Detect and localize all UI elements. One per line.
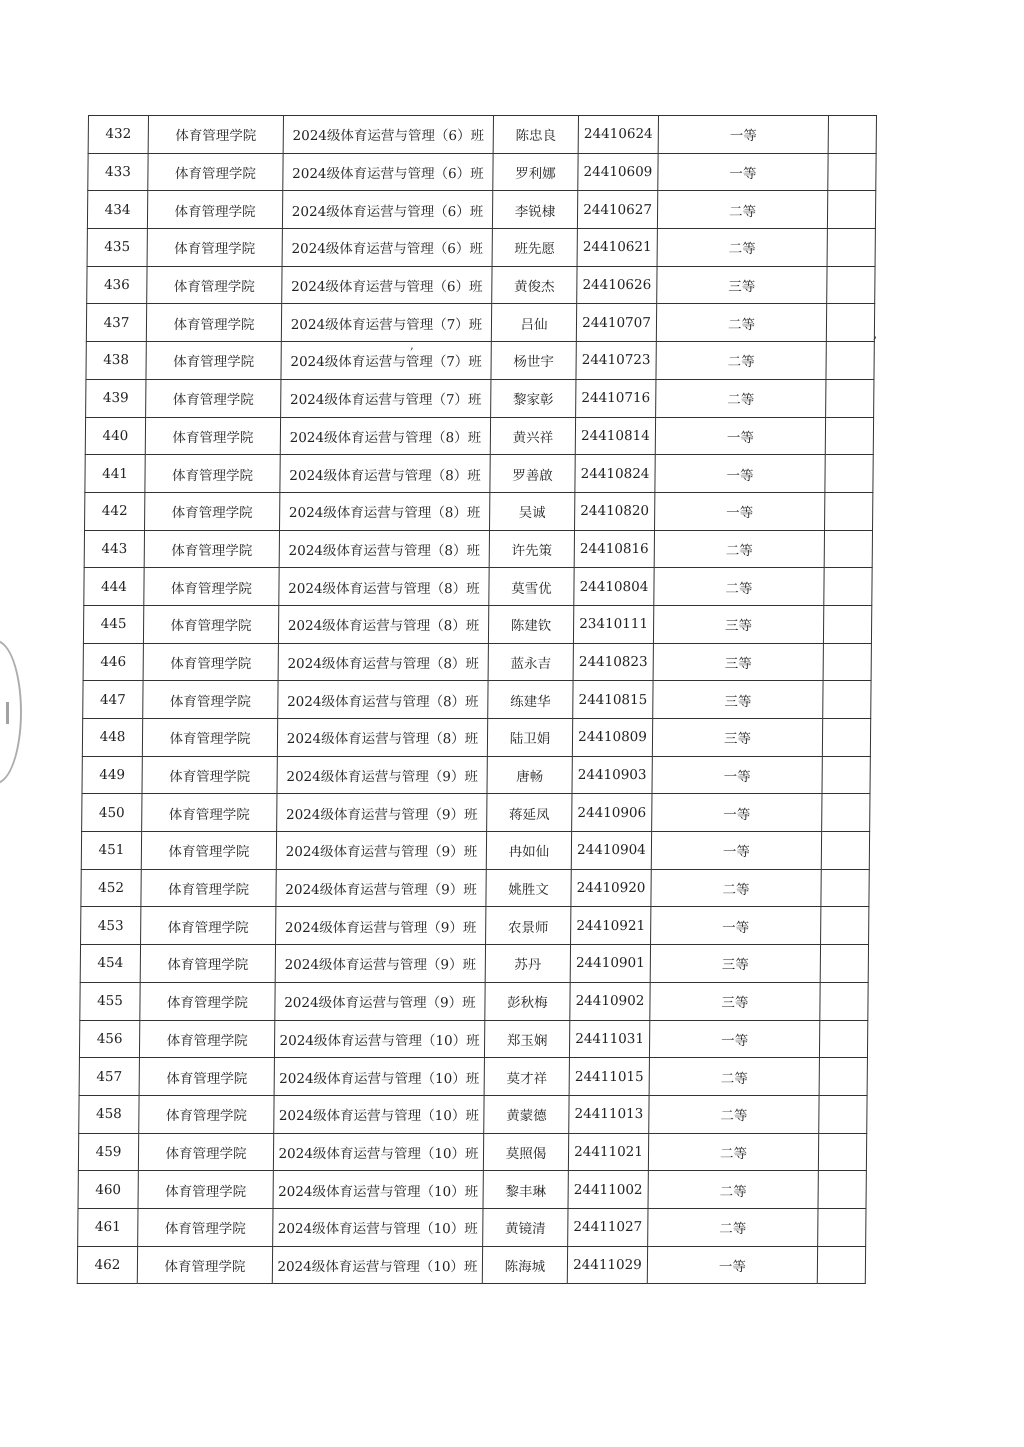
student-id: 24410621 <box>577 229 657 267</box>
award-level: 二等 <box>657 191 827 229</box>
award-level: 三等 <box>657 266 827 304</box>
row-number: 443 <box>84 530 144 568</box>
student-id: 24410814 <box>575 417 655 455</box>
student-id: 24410609 <box>578 153 658 191</box>
student-name: 彭秋梅 <box>485 982 570 1020</box>
remarks-cell <box>827 191 875 229</box>
college-cell: 体育管理学院 <box>139 1095 274 1133</box>
remarks-cell <box>818 1133 866 1171</box>
college-cell: 体育管理学院 <box>142 719 277 757</box>
row-number: 447 <box>83 681 143 719</box>
college-cell: 体育管理学院 <box>140 945 275 983</box>
award-level: 三等 <box>653 643 823 681</box>
row-number: 439 <box>86 379 146 417</box>
class-cell: 2024级体育运营与管理（8）班 <box>277 719 487 757</box>
student-name: 吴诚 <box>490 492 575 530</box>
remarks-cell <box>819 1058 867 1096</box>
student-id: 24410624 <box>578 116 658 154</box>
award-level: 一等 <box>652 756 822 794</box>
remarks-cell <box>823 605 871 643</box>
row-number: 441 <box>85 455 145 493</box>
award-level: 三等 <box>652 719 822 757</box>
row-number: 449 <box>82 756 142 794</box>
class-cell: 2024级体育运营与管理（10）班 <box>273 1208 483 1246</box>
remarks-cell <box>818 1208 866 1246</box>
college-cell: 体育管理学院 <box>141 907 276 945</box>
table-row <box>87 266 875 304</box>
class-cell: 2024级体育运营与管理（7）班 <box>281 304 491 342</box>
class-cell: 2024级体育运营与管理（9）班 <box>275 945 485 983</box>
student-name: 莫雪优 <box>489 568 574 606</box>
award-level: 一等 <box>658 116 828 154</box>
remarks-cell <box>817 1246 865 1284</box>
award-level: 二等 <box>648 1133 818 1171</box>
table-row <box>87 229 875 267</box>
remarks-cell <box>821 907 869 945</box>
table-row <box>86 304 874 342</box>
table-row <box>83 605 871 643</box>
college-cell: 体育管理学院 <box>148 116 283 154</box>
award-level: 一等 <box>647 1246 817 1284</box>
class-cell: 2024级体育运营与管理（10）班 <box>274 1058 484 1096</box>
student-name: 黄蒙德 <box>484 1095 569 1133</box>
student-id: 24410906 <box>572 794 652 832</box>
remarks-cell <box>826 379 874 417</box>
class-cell: 2024级体育运营与管理（9）班 <box>275 982 485 1020</box>
college-cell: 体育管理学院 <box>144 568 279 606</box>
row-number: 455 <box>80 982 140 1020</box>
table-row <box>83 643 871 681</box>
student-id: 24410723 <box>576 342 656 380</box>
class-cell: 2024级体育运营与管理（6）班 <box>283 116 493 154</box>
row-number: 448 <box>82 719 142 757</box>
table-row <box>79 1095 867 1133</box>
student-name: 黄俊杰 <box>492 266 577 304</box>
college-cell: 体育管理学院 <box>147 191 282 229</box>
remarks-cell <box>822 719 870 757</box>
student-id: 24410824 <box>575 455 655 493</box>
remarks-cell <box>823 681 871 719</box>
class-cell: 2024级体育运营与管理（10）班 <box>273 1171 483 1209</box>
table-row <box>77 1246 865 1284</box>
row-number: 456 <box>79 1020 139 1058</box>
college-cell: 体育管理学院 <box>148 153 283 191</box>
table-row <box>81 869 869 907</box>
award-level: 三等 <box>650 982 820 1020</box>
award-level: 一等 <box>652 794 822 832</box>
class-cell: 2024级体育运营与管理（9）班 <box>276 869 486 907</box>
college-cell: 体育管理学院 <box>141 832 276 870</box>
class-cell: 2024级体育运营与管理（8）班 <box>280 455 490 493</box>
remarks-cell <box>825 455 873 493</box>
remarks-cell <box>827 266 875 304</box>
row-number: 452 <box>81 869 141 907</box>
award-level: 二等 <box>656 379 826 417</box>
student-name: 蓝永吉 <box>488 643 573 681</box>
award-level: 二等 <box>654 568 824 606</box>
remarks-cell <box>824 568 872 606</box>
remarks-cell <box>828 116 876 154</box>
remarks-cell <box>824 530 872 568</box>
student-id: 24411021 <box>568 1133 648 1171</box>
student-name: 蒋延凤 <box>487 794 572 832</box>
row-number: 435 <box>87 229 147 267</box>
row-number: 432 <box>88 116 148 154</box>
student-id: 24410815 <box>573 681 653 719</box>
student-name: 陈建钦 <box>488 605 573 643</box>
remarks-cell <box>822 756 870 794</box>
row-number: 446 <box>83 643 143 681</box>
award-level: 三等 <box>650 945 820 983</box>
remarks-cell <box>818 1171 866 1209</box>
table-row <box>82 756 870 794</box>
student-name: 姚胜文 <box>486 869 571 907</box>
college-cell: 体育管理学院 <box>142 794 277 832</box>
award-level: 三等 <box>653 681 823 719</box>
student-id: 24410904 <box>571 832 651 870</box>
college-cell: 体育管理学院 <box>146 379 281 417</box>
student-id: 24411027 <box>568 1208 648 1246</box>
student-id: 24410820 <box>575 492 655 530</box>
student-id: 24411002 <box>568 1171 648 1209</box>
remarks-cell <box>828 153 876 191</box>
row-number: 440 <box>85 417 145 455</box>
college-cell: 体育管理学院 <box>145 455 280 493</box>
award-level: 二等 <box>649 1058 819 1096</box>
college-cell: 体育管理学院 <box>138 1171 273 1209</box>
student-id: 24410809 <box>572 719 652 757</box>
remarks-cell <box>825 417 873 455</box>
row-number: 453 <box>81 907 141 945</box>
student-name: 班先愿 <box>492 229 577 267</box>
student-name: 陆卫娟 <box>487 719 572 757</box>
award-level: 一等 <box>655 417 825 455</box>
row-number: 454 <box>80 945 140 983</box>
college-cell: 体育管理学院 <box>139 1058 274 1096</box>
remarks-cell <box>826 304 874 342</box>
row-number: 437 <box>86 304 146 342</box>
student-id: 23410111 <box>573 605 653 643</box>
table-body <box>77 116 876 1284</box>
remarks-cell <box>823 643 871 681</box>
remarks-cell <box>825 492 873 530</box>
student-name: 郑玉娴 <box>484 1020 569 1058</box>
table-row <box>79 1020 867 1058</box>
student-name: 农景师 <box>486 907 571 945</box>
class-cell: 2024级体育运营与管理（10）班 <box>274 1095 484 1133</box>
class-cell: 2024级体育运营与管理（7）班 <box>281 342 491 380</box>
seal-stamp-fragment <box>0 640 22 784</box>
class-cell: 2024级体育运营与管理（9）班 <box>276 832 486 870</box>
stray-mark: , <box>873 326 878 342</box>
award-level: 三等 <box>653 605 823 643</box>
remarks-cell <box>826 342 874 380</box>
row-number: 433 <box>88 153 148 191</box>
student-name: 许先策 <box>489 530 574 568</box>
table-row <box>79 1058 867 1096</box>
award-level: 二等 <box>657 229 827 267</box>
student-name: 陈海城 <box>482 1246 567 1284</box>
student-name: 黎丰琳 <box>483 1171 568 1209</box>
college-cell: 体育管理学院 <box>139 1020 274 1058</box>
table-row <box>88 153 876 191</box>
award-level: 二等 <box>648 1171 818 1209</box>
award-level: 二等 <box>651 869 821 907</box>
remarks-cell <box>822 794 870 832</box>
award-level: 一等 <box>649 1020 819 1058</box>
student-name: 练建华 <box>488 681 573 719</box>
award-level: 一等 <box>651 832 821 870</box>
student-id: 24410627 <box>577 191 657 229</box>
student-id: 24410816 <box>574 530 654 568</box>
table-row <box>85 417 873 455</box>
table-row <box>85 455 873 493</box>
student-name: 冉如仙 <box>486 832 571 870</box>
row-number: 442 <box>85 492 145 530</box>
row-number: 459 <box>78 1133 138 1171</box>
student-id: 24410707 <box>576 304 656 342</box>
row-number: 458 <box>79 1095 139 1133</box>
award-level: 一等 <box>655 492 825 530</box>
award-level: 一等 <box>655 455 825 493</box>
class-cell: 2024级体育运营与管理（8）班 <box>280 492 490 530</box>
class-cell: 2024级体育运营与管理（7）班 <box>281 379 491 417</box>
student-name: 吕仙 <box>491 304 576 342</box>
table-row <box>80 945 868 983</box>
college-cell: 体育管理学院 <box>137 1246 272 1284</box>
row-number: 436 <box>87 266 147 304</box>
award-level: 二等 <box>648 1208 818 1246</box>
class-cell: 2024级体育运营与管理（8）班 <box>279 568 489 606</box>
college-cell: 体育管理学院 <box>147 266 282 304</box>
student-id: 24411029 <box>567 1246 647 1284</box>
row-number: 462 <box>77 1246 137 1284</box>
college-cell: 体育管理学院 <box>143 605 278 643</box>
class-cell: 2024级体育运营与管理（10）班 <box>274 1020 484 1058</box>
student-id: 24410920 <box>571 869 651 907</box>
table-row <box>86 379 874 417</box>
table-row <box>88 116 876 154</box>
student-name: 黎家彰 <box>491 379 576 417</box>
student-id: 24410921 <box>571 907 651 945</box>
class-cell: 2024级体育运营与管理（8）班 <box>278 681 488 719</box>
class-cell: 2024级体育运营与管理（8）班 <box>279 530 489 568</box>
table-row <box>81 907 869 945</box>
student-id: 24411015 <box>569 1058 649 1096</box>
table-row <box>86 342 874 380</box>
class-cell: 2024级体育运营与管理（9）班 <box>277 794 487 832</box>
award-level: 二等 <box>656 342 826 380</box>
student-name: 杨世宇 <box>491 342 576 380</box>
class-cell: 2024级体育运营与管理（6）班 <box>283 153 493 191</box>
award-list-table <box>77 115 877 1284</box>
class-cell: 2024级体育运营与管理（6）班 <box>282 266 492 304</box>
student-name: 黄镜清 <box>483 1208 568 1246</box>
student-name: 罗利娜 <box>493 153 578 191</box>
remarks-cell <box>827 229 875 267</box>
award-level: 二等 <box>656 304 826 342</box>
student-id: 24410804 <box>574 568 654 606</box>
college-cell: 体育管理学院 <box>144 530 279 568</box>
student-id: 24410901 <box>570 945 650 983</box>
student-name: 莫才祥 <box>484 1058 569 1096</box>
college-cell: 体育管理学院 <box>138 1133 273 1171</box>
stray-mark: , <box>410 338 414 352</box>
remarks-cell <box>821 832 869 870</box>
college-cell: 体育管理学院 <box>146 342 281 380</box>
student-name: 罗善啟 <box>490 455 575 493</box>
class-cell: 2024级体育运营与管理（10）班 <box>273 1133 483 1171</box>
row-number: 445 <box>83 605 143 643</box>
table-row <box>78 1133 866 1171</box>
class-cell: 2024级体育运营与管理（8）班 <box>280 417 490 455</box>
table-row <box>84 568 872 606</box>
row-number: 457 <box>79 1058 139 1096</box>
college-cell: 体育管理学院 <box>145 492 280 530</box>
student-name: 李锐棣 <box>492 191 577 229</box>
class-cell: 2024级体育运营与管理（8）班 <box>278 643 488 681</box>
award-level: 二等 <box>654 530 824 568</box>
table-row <box>84 530 872 568</box>
table-row <box>78 1208 866 1246</box>
row-number: 438 <box>86 342 146 380</box>
student-id: 24410626 <box>577 266 657 304</box>
row-number: 461 <box>78 1208 138 1246</box>
college-cell: 体育管理学院 <box>141 869 276 907</box>
student-name: 莫照偈 <box>483 1133 568 1171</box>
class-cell: 2024级体育运营与管理（9）班 <box>276 907 486 945</box>
student-id: 24410903 <box>572 756 652 794</box>
student-id: 24411013 <box>569 1095 649 1133</box>
class-cell: 2024级体育运营与管理（9）班 <box>277 756 487 794</box>
award-level: 一等 <box>651 907 821 945</box>
student-name: 苏丹 <box>485 945 570 983</box>
table-row <box>80 982 868 1020</box>
student-id: 24411031 <box>569 1020 649 1058</box>
class-cell: 2024级体育运营与管理（8）班 <box>278 605 488 643</box>
class-cell: 2024级体育运营与管理（10）班 <box>272 1246 482 1284</box>
remarks-cell <box>819 1020 867 1058</box>
student-name: 黄兴祥 <box>490 417 575 455</box>
award-level: 二等 <box>649 1095 819 1133</box>
table-row <box>78 1171 866 1209</box>
remarks-cell <box>820 945 868 983</box>
student-id: 24410902 <box>570 982 650 1020</box>
table-row <box>82 719 870 757</box>
class-cell: 2024级体育运营与管理（6）班 <box>282 191 492 229</box>
table-row <box>87 191 875 229</box>
row-number: 444 <box>84 568 144 606</box>
table-row <box>85 492 873 530</box>
college-cell: 体育管理学院 <box>147 229 282 267</box>
college-cell: 体育管理学院 <box>143 643 278 681</box>
student-id: 24410716 <box>576 379 656 417</box>
row-number: 460 <box>78 1171 138 1209</box>
row-number: 451 <box>81 832 141 870</box>
college-cell: 体育管理学院 <box>140 982 275 1020</box>
award-level: 一等 <box>658 153 828 191</box>
college-cell: 体育管理学院 <box>146 304 281 342</box>
remarks-cell <box>819 1095 867 1133</box>
student-name: 唐畅 <box>487 756 572 794</box>
student-id: 24410823 <box>573 643 653 681</box>
college-cell: 体育管理学院 <box>138 1208 273 1246</box>
table-row <box>83 681 871 719</box>
row-number: 434 <box>87 191 147 229</box>
class-cell: 2024级体育运营与管理（6）班 <box>282 229 492 267</box>
table-row <box>81 832 869 870</box>
table-row <box>82 794 870 832</box>
college-cell: 体育管理学院 <box>142 756 277 794</box>
row-number: 450 <box>82 794 142 832</box>
college-cell: 体育管理学院 <box>143 681 278 719</box>
student-name: 陈忠良 <box>493 116 578 154</box>
college-cell: 体育管理学院 <box>145 417 280 455</box>
remarks-cell <box>820 982 868 1020</box>
remarks-cell <box>821 869 869 907</box>
